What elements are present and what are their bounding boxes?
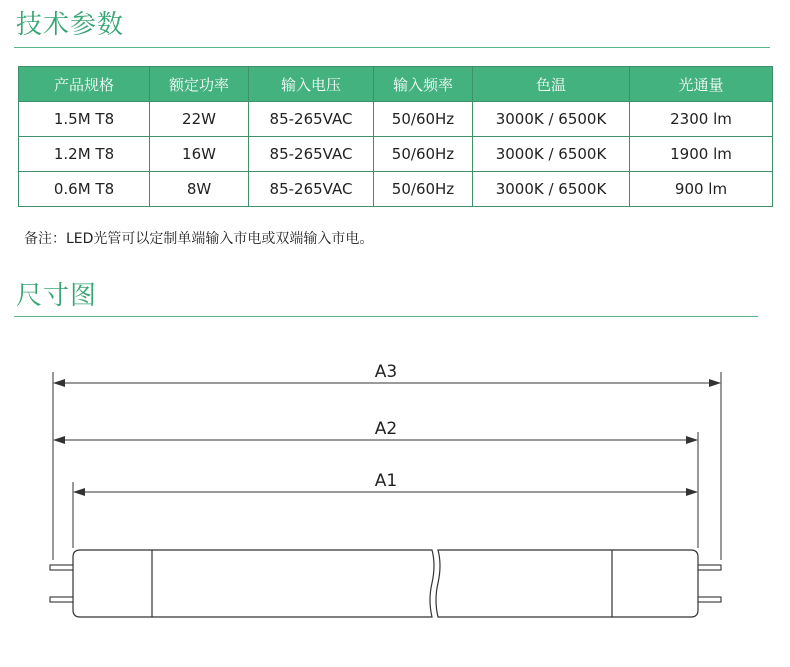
table-cell: 1.5M T8 [19, 102, 150, 137]
table-cell: 3000K / 6500K [473, 137, 630, 172]
header-luminous-flux: 光通量 [630, 67, 773, 102]
table-cell: 50/60Hz [374, 102, 473, 137]
table-cell: 22W [150, 102, 249, 137]
table-cell: 3000K / 6500K [473, 172, 630, 207]
dimension-label-a2: A2 [374, 419, 398, 439]
table-cell: 85-265VAC [249, 172, 374, 207]
header-spec: 产品规格 [19, 67, 150, 102]
spec-table [18, 66, 773, 207]
table-cell: 50/60Hz [374, 137, 473, 172]
header-power: 额定功率 [150, 67, 249, 102]
dimension-label-a3: A3 [374, 362, 398, 382]
dimension-label-a1: A1 [374, 471, 398, 491]
table-row [19, 172, 773, 207]
table-row [19, 137, 773, 172]
table-cell: 0.6M T8 [19, 172, 150, 207]
table-cell: 1.2M T8 [19, 137, 150, 172]
table-header-row [19, 67, 773, 102]
table-cell: 16W [150, 137, 249, 172]
table-row [19, 102, 773, 137]
dimension-section-title: 尺寸图 [16, 281, 98, 311]
dimension-section-divider [14, 316, 758, 317]
tube-body [73, 550, 698, 617]
extension-lines [53, 372, 721, 560]
table-cell: 50/60Hz [374, 172, 473, 207]
spec-section-divider [14, 47, 770, 48]
table-cell: 85-265VAC [249, 102, 374, 137]
table-cell: 2300 lm [630, 102, 773, 137]
header-color-temp: 色温 [473, 67, 630, 102]
table-cell: 8W [150, 172, 249, 207]
spec-section-title: 技术参数 [16, 10, 125, 40]
header-frequency: 输入频率 [374, 67, 473, 102]
header-voltage: 输入电压 [249, 67, 374, 102]
table-cell: 900 lm [630, 172, 773, 207]
table-cell: 1900 lm [630, 137, 773, 172]
tube-pins [50, 565, 721, 602]
tube-dimension-drawing [0, 330, 790, 667]
table-cell: 85-265VAC [249, 137, 374, 172]
table-cell: 3000K / 6500K [473, 102, 630, 137]
table-footnote: 备注：LED光管可以定制单端输入市电或双端输入市电。 [24, 231, 374, 247]
